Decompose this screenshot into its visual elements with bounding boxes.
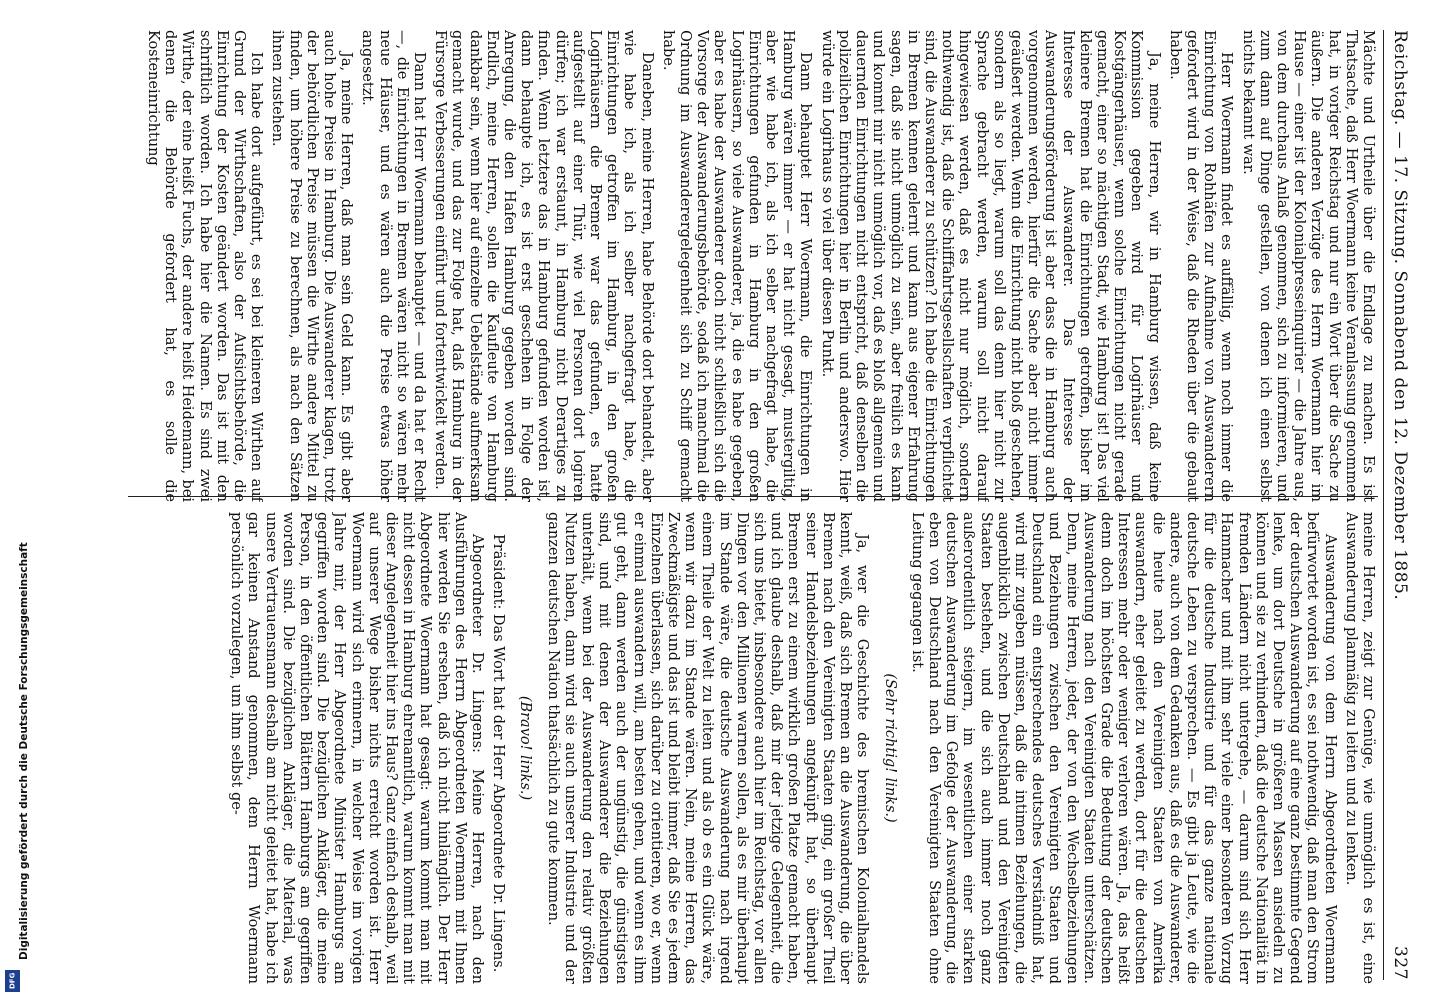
paragraph: Daneben, meine Herren, habe Behörde dort behandelt, aber wie habe ich, als ich selber nachgefragt habe, die Einrichtungen getroffen im Hamburg, in den großen Logirhäusern die Bremer war das gefunden, es hatte aufgestellt auf einer Thür, wie viel Personen dort logiren dürfen; ich war erstaunt, in Hamburg nicht Derartiges zu finden. Wenn letztere das in Hamburg gefunden worden ist, dann behaupte ich, es ist erst geschehen in Folge der Anregung, die den Hafen Hamburg gegeben worden sind. Endlich, meine Herren, sollen die Kaufleute von Hamburg dankbar sein, wenn hier auf einzelne Uebelstände aufmerksam gemacht wurde, und das zur Folge hat, daß Hamburg in der Fürsorge Verbesserungen einführt und fortentwickelt werden. [432, 30, 655, 502]
paragraph: Dann behauptet Herr Woermann, die Einrichtungen in Hamburg wären immer — er hat nicht gesagt, mustergiltig, aber wie habe ich, als ich selber nachgefragt habe, die Einrichtungen gefunden in Hamburg in den großen Logirhäusern, so viele Auswanderer, ja, die es habe gegeben, aber es habe der Auswanderer doch nicht schließlich sich die Vorsorge der Auswanderungsbehörde, sodaß ich manchmal die Ordnung im Auswanderergelegenheit sich zu Schiff gemacht habe. [659, 30, 814, 502]
paragraph: (Sehr richtig! links.) [881, 673, 898, 823]
dfg-logo: DFG [5, 970, 20, 992]
paragraph: (Bravo! links.) [517, 695, 534, 801]
column-rule [128, 496, 1378, 497]
header-rule [1383, 30, 1384, 980]
paragraph: Dann hat Herr Woermann behauptet — und da hat er Recht —, die Einrichtungen in Bremen wären nicht so wären mehr neue Häuser, und es wären auch die Preise etwas höher angesetzt. [359, 30, 428, 502]
paragraph: Ja, wer die Geschichte des bremischen Kolonialhandels kennt, weiß, daß sich Bremen an die Auswanderung, die über Bremen nach den Vereinigten Staaten ging, ein großer Theil seiner Handelsbeziehungen angeknüpft hat, so überhaupt Bremen erst zu einem wirklich großen Platze gemacht haben, und ich glaube deshalb, daß mir der jetzige Gelegenheit, die sich uns bietet, insbesondere auch hier im Reichstag, vor allen Dingen vor den Millionen warnen sollen, als es mir überhaupt im Stande wäre, die deutsche Auswanderung nach irgend einem Theile der Welt zu leiten und als ob es ein Glück wäre, wenn wir dazu im Stande wären. Nein, meine Herren, das Zweckmäßigste und das ist und bleibt immer, daß Sie es jedem Einzelnen überlassen, sich darüber zu orientieren, wo er, wenn er einmal auswandern will, am besten gehen, und wenn es ihm gut geht, dann werden auch der ungünstig, die günstigsten sind, und mit denen der Auswanderer die Beziehungen unterhält, wenn bei der Auswanderung den relativ größten Nutzen haben, dann wird sie auch unserer Industrie und der ganzen deutschen Nation thatsächlich zu gute kommen. [544, 512, 871, 984]
paragraph: Abgeordneter Dr. Lingens: Meine Herren, nach den Ausführungen des Herrn Abgeordneten Woermann mit Ihnen hier werden Sie ersehen, daß ich nicht hinlänglich. Der Herr Abgeordnete Woermann hat gesagt: warum kommt man mit nicht dessen in Hamburg ehrenamtlich, warum kommt man mit dieser Angelegenheit hier ins Haus? Ganz einfach deshalb, weil auf unserer Wege bisher nichts erreicht worden ist. Herr Woermann wird sich erinnern, in welcher Weise im vorigen Jahre mir, der Herr Abgeordnete Minister Hamburgs am gegriffen worden sind. Die bezüglichen Ankläger, die meine Person, in den öffentlichen Blättern Hamburgs am gegriffen worden sind. Die bezüglichen Ankläger, die Material, was unsere Vertrauensmann deshalb am nicht geleitet hat, habe ich gar keinen Anstand genommen, dem Herrn Woermann persönlich vorzulegen, um ihm selbst ge- [228, 512, 486, 984]
running-head [1380, 30, 1416, 980]
running-head-title: Reichstag. — 17. Sitzung. Sonnabend den 12. Dezember 1885. [1390, 30, 1410, 601]
paragraph: Auswanderung von dem Herrn Abgeordneten Woermann befürwortet worden ist, es sei nothwendig, daß man den Strom der deutschen Auswanderung auf eine ganz bestimmte Gegend lenke, um dort Deutsche in größeren Massen ansiedeln zu können und sie zu verhindern, daß die deutsche Nationalität in fremden Ländern nicht untergehe, — darum sind sich Herr Hammacher und mit ihm sehr viele einer besonderen Vorzug für die deutsche Industrie und für das ganze nationale deutsche Leben zu versprechen. — Es gibt ja Leute, wie die andere, auch von dem Gedanken aus, daß es die Auswanderer, die heute nach den Vereinigten Staaten von Amerika auswandern, eher geleitet zu werden, dort für die deutschen Interessen mehr oder weniger verloren wären. Ja, das heißt denn doch im höchsten Grade die Bedeutung der deutschen Auswanderung nach den Vereinigten Staaten unterschätzen. Denn, meine Herren, jeder, der von den Wechselbeziehungen und Beziehungen zwischen den Vereinigten Staaten und Deutschland ein entsprechendes deutsches Verständniß hat, wird mir zugeben müssen, daß die intimen Beziehungen, die augenblicklich zwischen Deutschland und den Vereinigten Staaten bestehen, und die sich auch immer noch ganz außerordentlich steigern, im wesentlichen einer starken deutschen Auswanderung im Gefolge der Auswanderung, die eben von Deutschland nach den Vereinigten Staaten ohne Leitung gegangen ist. [908, 512, 1338, 984]
digitization-sidebar [2, 0, 30, 1000]
paragraph: Ja, meine Herren, daß man sein Geld kann. Es gibt aber auch hohe Preise in Hamburg. Die Auswanderer klagen, trotz der behördlichen Preise müssen die Wirthe andere Mittel zu finden, um höhere Preise zu berechnen, als nach den Sätzen ihnen zustehen. [269, 30, 355, 502]
digitization-credit: Digitalisierung gefördert durch die Deutsche Forschungsgemeinschaft [18, 542, 30, 960]
text-column-second [136, 512, 1376, 984]
rotated-document-sheet [116, 0, 1416, 1000]
paragraph: meine Herren, zeigt zur Genüge, wie unmöglich es ist, eine Auswanderung planmäßig zu leiten und zu lenken. [1342, 512, 1376, 984]
paragraph: Mächte und Urtheile über die Endlage zu machen. Es ist Thatsache, daß Herr Woermann keine Veranlassung genommen hat, in voriger Reichstag und nur ein Wort über die Sache zu äußern. Die anderen Verzüge des Herrn Woermann hier im Hause — einer ist der Kolonialpresseinquirier — die Jahre aus, von dem durchaus Anlaß genommen, sich zu informieren, und zum dann auf Dinge gestellen, von denen ich einen selbst nichts bekannt war. [1239, 30, 1376, 502]
paragraph: Präsident: Das Wort hat der Herr Abgeordnete Dr. Lingens. [490, 534, 507, 973]
text-column-first [136, 30, 1376, 502]
page-number: 327 [1390, 946, 1410, 980]
paragraph: Ja, meine Herren, wir in Hamburg wissen, daß keine Kommission gegeben wird für Logirhäuser und Kostgängerhäuser, wenn solche Einrichtungen nicht gerade gemacht, einer so mächtigen Stadt, wie Hamburg ist! Das viel kleinere Bremen hat die Einrichtungen getroffen, bisher im Interesse der Auswanderer. Das Interesse der Auswanderungsförderung ist aber dass die in Hamburg auch vorgenommen werden, hierfür die Sache aber nicht immer geäußert werden. Wenn die Einrichtung nicht bloß geschehen, sondern als so liegt, warum soll das denn hier nicht zur Sprache gebracht werden, warum soll nicht darauf hingewiesen werden, daß es nicht nur möglich, sondern nothwendig ist, daß die Schifffahrtsgesellschaften verpflichtet sind, die Auswanderer zu schützen? Ich habe die Einrichtungen in Bremen kennen gelernt und kann aus eigener Erfahrung sagen, daß sie nicht unmöglich zu sein, aber freilich es kann und kommt mir nicht unmöglich vor, daß es bloß allgemein und dauernden Einrichtungen nicht entspricht, daß denselben die polizeilichen Einrichtungen hier in Berlin und anderswo. Hier würde ein Logirhaus so viel über diesen Punkt. [818, 30, 1162, 502]
paragraph: Ich habe dort aufgeführt, es sei bei kleineren Wirthen auf Grund der Wirthschaften, also der Aufsichtsbehörde, die Einrichtung der Kosten geändert worden. Das ist mit den schriftlich worden. Ich habe hier die Namen. Es sind zwei Wirthe, der eine heißt Fuchs, der andere heißt Heidemann, bei denen die Behörde gefordert hat, es solle die Kosteneinrichtung [144, 30, 265, 502]
paragraph: Herr Woermann findet es auffällig, wenn noch immer die Einrichtung von Rohhäfen zur Aufnahme von Auswanderern gefordert wird in der Weise, daß die Rheden über die gebaut haben. [1166, 30, 1235, 502]
